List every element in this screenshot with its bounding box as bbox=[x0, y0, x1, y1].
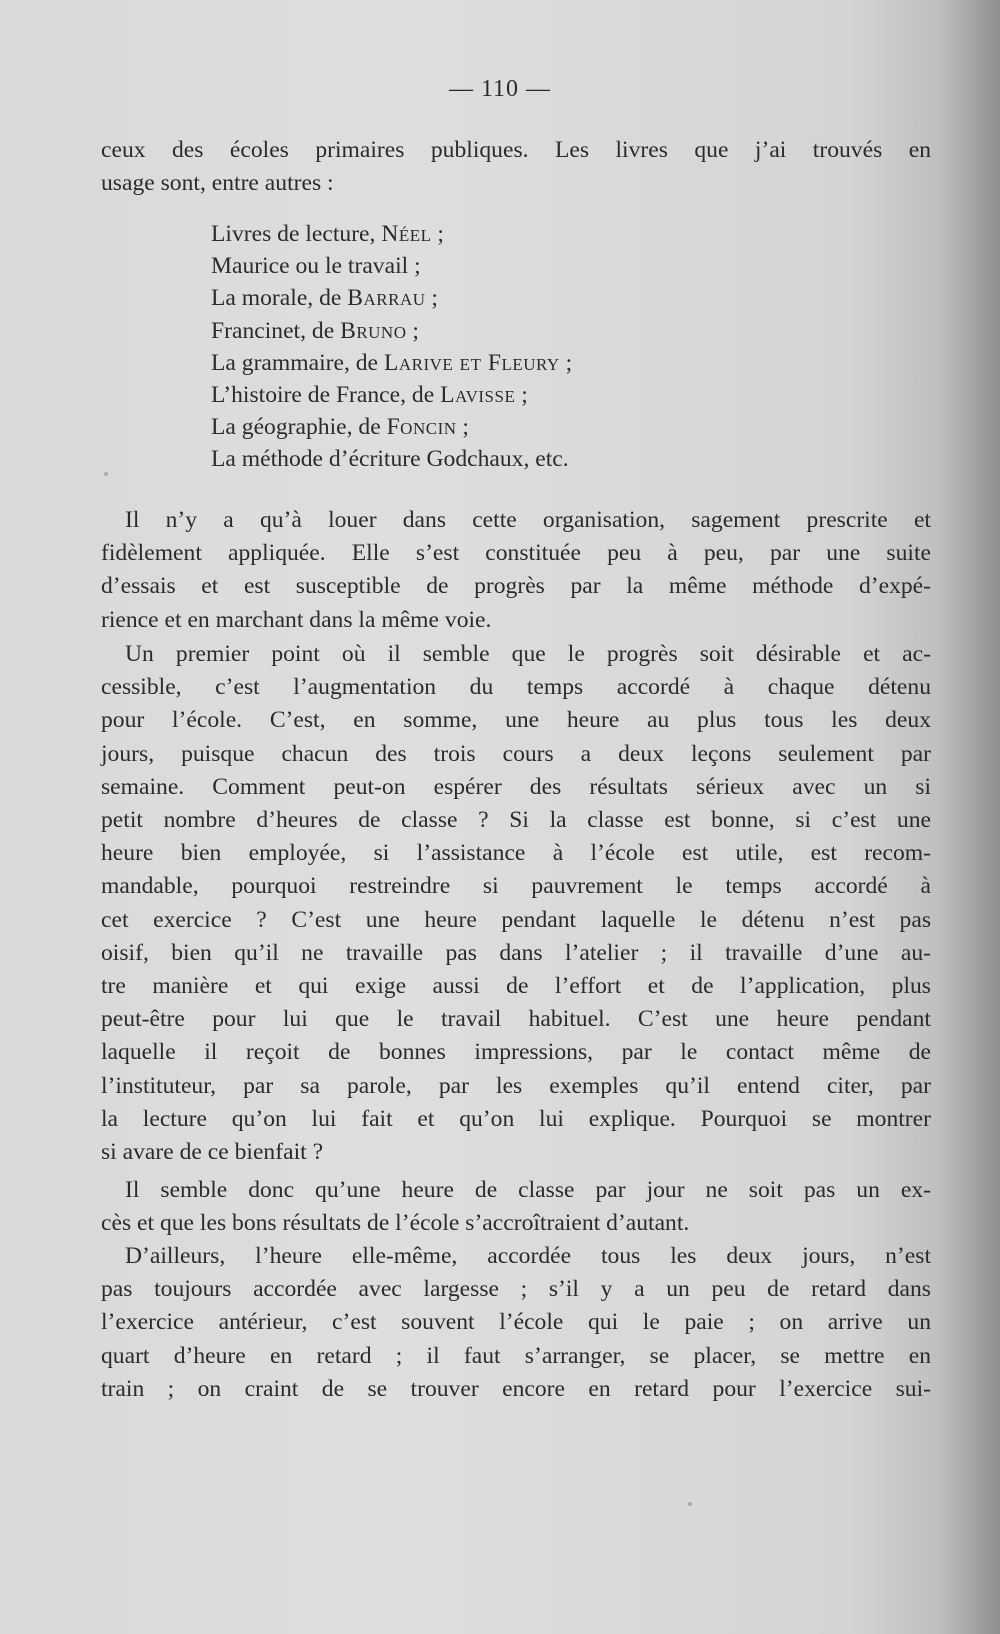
text-line: l’instituteur, par sa parole, par les exemples qu’il entend citer, par bbox=[101, 1072, 931, 1099]
book-list-item: Livres de lecture, Néel ; bbox=[211, 221, 444, 247]
text-line: cet exercice ? C’est une heure pendant laquelle le détenu n’est pas bbox=[101, 906, 931, 933]
book-list-container bbox=[101, 218, 931, 476]
text-line: si avare de ce bienfait ? bbox=[101, 1139, 324, 1166]
text-line: peut-être pour lui que le travail habituel. C’est une heure pendant bbox=[101, 1006, 931, 1033]
text-line: semaine. Comment peut-on espérer des résultats sérieux avec un si bbox=[101, 773, 931, 800]
author-name: Barrau bbox=[347, 285, 426, 312]
text-line: Un premier point où il semble que le progrès soit désirable et ac- bbox=[125, 641, 931, 667]
text-line: heure bien employée, si l’assistance à l’école est utile, est recom- bbox=[101, 840, 931, 867]
text-line: l’exercice antérieur, c’est souvent l’école qui le paie ; on arrive un bbox=[101, 1309, 931, 1336]
text-line: d’essais et est susceptible de progrès par la même méthode d’expé- bbox=[101, 573, 931, 600]
text-line: laquelle il reçoit de bonnes impressions, par le contact même de bbox=[101, 1039, 931, 1066]
text-line: oisif, bien qu’il ne travaille pas dans l’atelier ; il travaille d’une au- bbox=[101, 939, 931, 966]
body-paragraph bbox=[101, 638, 931, 1169]
text-line: mandable, pourquoi restreindre si pauvrement le temps accordé à bbox=[101, 873, 931, 900]
text-line: Il n’y a qu’à louer dans cette organisation, sagement prescrite et bbox=[125, 507, 931, 533]
book-list bbox=[101, 218, 931, 476]
text-line: jours, puisque chacun des trois cours a deux leçons seulement par bbox=[101, 740, 931, 767]
text-line: tre manière et qui exige aussi de l’effort et de l’application, plus bbox=[101, 973, 931, 1000]
book-list-item: La grammaire, de Larive et Fleury ; bbox=[211, 349, 573, 376]
book-list-item: La méthode d’écriture Godchaux, etc. bbox=[211, 446, 569, 473]
book-list-item: La géographie, de Foncin ; bbox=[211, 414, 469, 441]
text-line: cès et que les bons résultats de l’école s’accroîtraient d’autant. bbox=[101, 1210, 690, 1237]
text-line: fidèlement appliquée. Elle s’est constituée peu à peu, par une suite bbox=[101, 540, 931, 567]
author-name: Néel bbox=[381, 221, 432, 247]
paper-speck bbox=[688, 1502, 692, 1506]
text-line: cessible, c’est l’augmentation du temps accordé à chaque détenu bbox=[101, 674, 931, 701]
text-line: rience et en marchant dans la même voie. bbox=[101, 606, 492, 633]
book-list-item: Maurice ou le travail ; bbox=[211, 253, 421, 280]
text-line: Il semble donc qu’une heure de classe par jour ne soit pas un ex- bbox=[125, 1177, 931, 1203]
author-name: Foncin bbox=[386, 414, 457, 441]
body-paragraph bbox=[101, 1240, 931, 1406]
book-list-item: Francinet, de Bruno ; bbox=[211, 317, 419, 344]
text-line: usage sont, entre autres : bbox=[101, 170, 334, 197]
author-name: Larive et Fleury bbox=[383, 349, 560, 376]
text-line: pas toujours accordée avec largesse ; s’il y a un peu de retard dans bbox=[101, 1276, 931, 1303]
text-line: D’ailleurs, l’heure elle-même, accordée tous les deux jours, n’est bbox=[125, 1243, 931, 1269]
text-line: train ; on craint de se trouver encore en retard pour l’exercice sui- bbox=[101, 1375, 931, 1402]
intro-paragraph bbox=[101, 134, 931, 200]
book-list-item: L’histoire de France, de Lavisse ; bbox=[211, 381, 528, 408]
book-list-item: La morale, de Barrau ; bbox=[211, 285, 438, 312]
text-line: la lecture qu’on lui fait et qu’on lui explique. Pourquoi se montrer bbox=[101, 1105, 931, 1132]
page-number: — 110 — bbox=[448, 76, 552, 102]
text-line: quart d’heure en retard ; il faut s’arranger, se placer, se mettre en bbox=[101, 1342, 931, 1369]
body-paragraph bbox=[101, 504, 931, 637]
text-line: pour l’école. C’est, en somme, une heure au plus tous les deux bbox=[101, 707, 931, 734]
text-line: petit nombre d’heures de classe ? Si la classe est bonne, si c’est une bbox=[101, 807, 931, 834]
body-paragraph bbox=[101, 1174, 931, 1240]
author-name: Bruno bbox=[340, 317, 407, 344]
author-name: Lavisse bbox=[440, 381, 516, 408]
paper-speck bbox=[104, 472, 108, 476]
text-line: ceux des écoles primaires publiques. Les livres que j’ai trouvés en bbox=[101, 137, 931, 163]
